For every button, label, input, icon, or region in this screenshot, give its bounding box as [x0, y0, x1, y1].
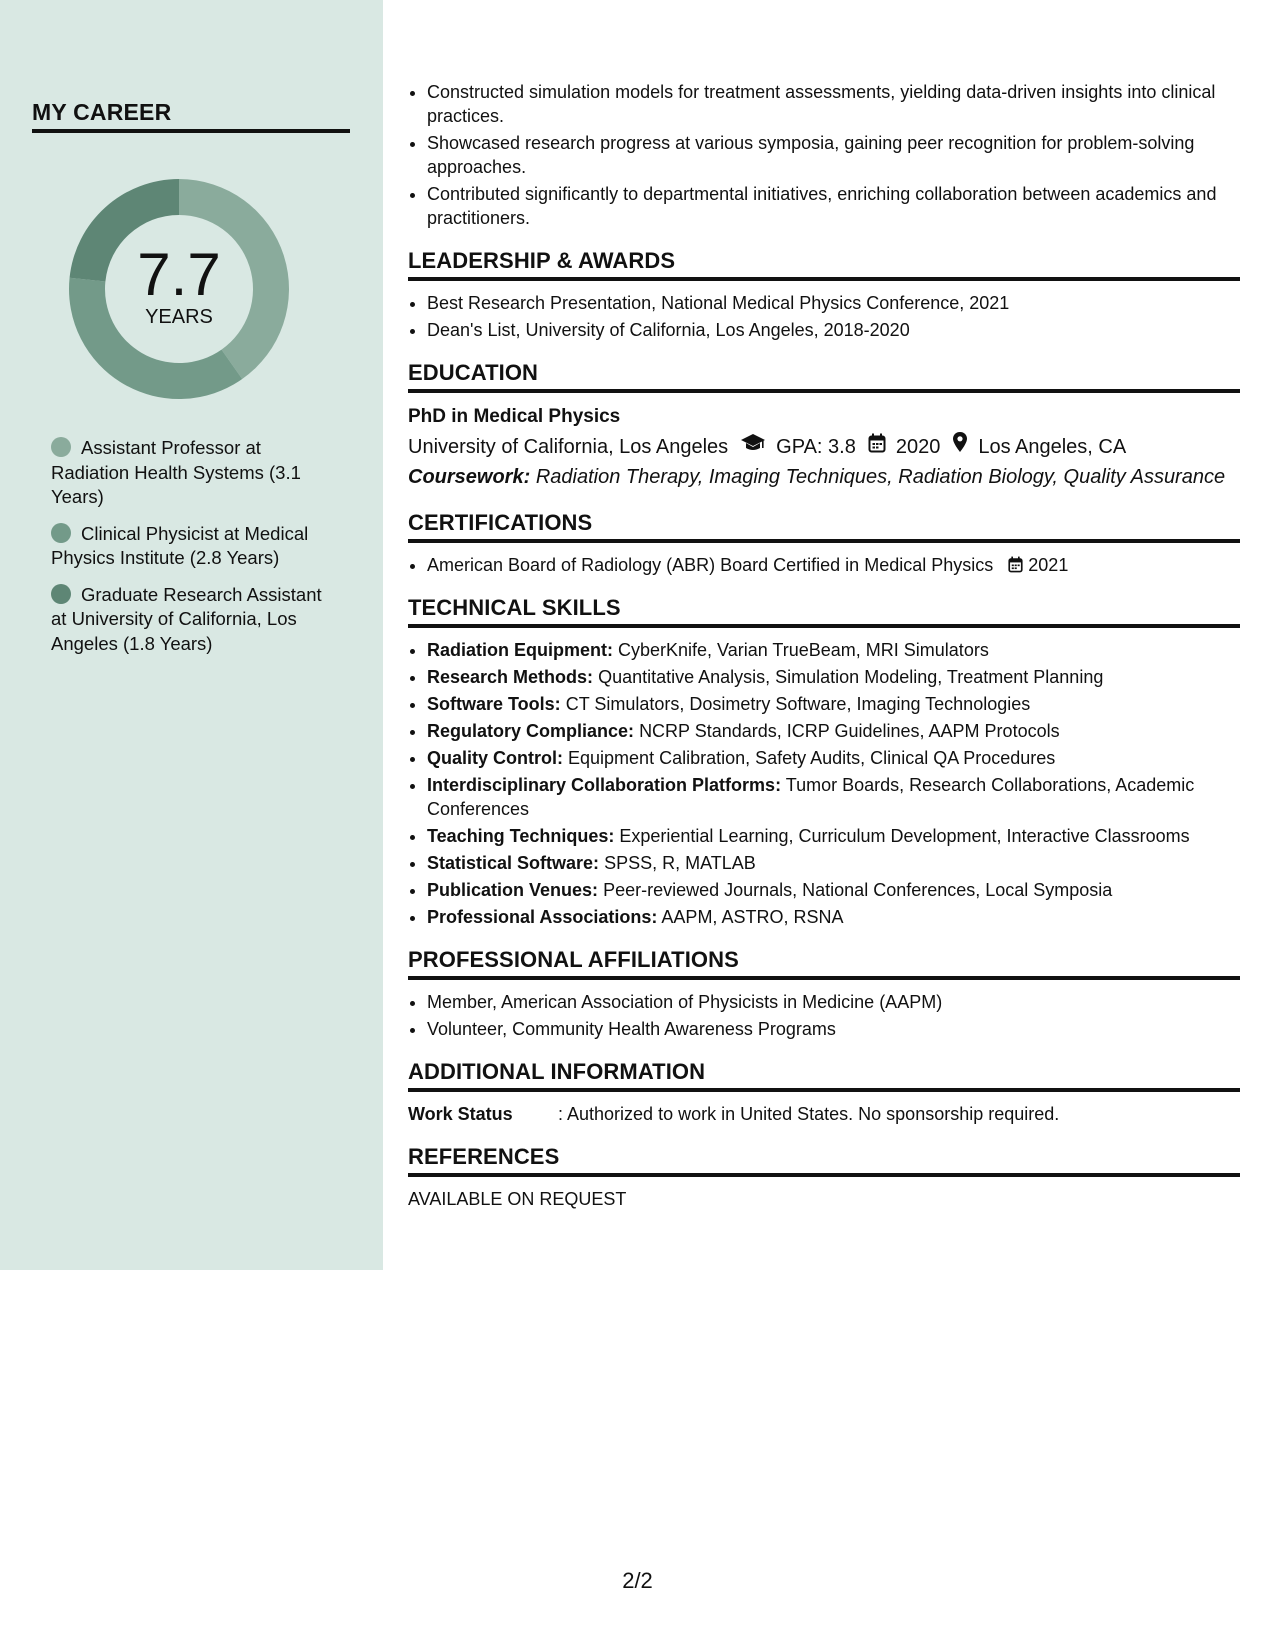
- gpa: GPA: 3.8: [776, 435, 856, 458]
- list-item: • Dean's List, University of California, Los Angeles, 2018-2020: [427, 318, 1240, 342]
- career-sidebar: [0, 0, 383, 1270]
- skill-value: SPSS, R, MATLAB: [604, 853, 756, 873]
- leadership-section: [408, 248, 1240, 342]
- school-name: University of California, Los Angeles: [408, 435, 729, 458]
- skill-label: Publication Venues:: [427, 880, 599, 900]
- career-legend: [51, 436, 341, 668]
- donut-center: [66, 176, 292, 402]
- location-pin-icon: [952, 431, 968, 462]
- skill-label: Statistical Software:: [427, 853, 600, 873]
- graduation-year: 2020: [895, 435, 941, 458]
- references-text: AVAILABLE ON REQUEST: [408, 1189, 627, 1209]
- school-location: Los Angeles, CA: [978, 435, 1127, 458]
- skill-label: Professional Associations:: [427, 907, 658, 927]
- work-status-value: : Authorized to work in United States. No sponsorship required.: [558, 1104, 1060, 1124]
- skill-item: [427, 692, 1240, 716]
- list-item: • Constructed simulation models for treatment assessments, yielding data-driven insights into clinical practices.: [427, 80, 1240, 128]
- skill-value: AAPM, ASTRO, RSNA: [661, 907, 844, 927]
- section-heading: ADDITIONAL INFORMATION: [408, 1059, 1240, 1092]
- page-number: 2/2: [622, 1568, 653, 1593]
- skill-item: [427, 665, 1240, 689]
- skill-label: Regulatory Compliance:: [427, 721, 635, 741]
- calendar-icon: [868, 432, 886, 462]
- skill-label: Research Methods:: [427, 667, 594, 687]
- section-heading: TECHNICAL SKILLS: [408, 595, 1240, 628]
- skill-label: Radiation Equipment:: [427, 640, 613, 660]
- legend-dot-icon: [51, 437, 71, 457]
- education-details: [408, 431, 1240, 462]
- career-donut-chart: [66, 176, 292, 402]
- section-heading: CERTIFICATIONS: [408, 510, 1240, 543]
- skill-value: Peer-reviewed Journals, National Conferences, Local Symposia: [603, 880, 1113, 900]
- skill-value: Equipment Calibration, Safety Audits, Clinical QA Procedures: [568, 748, 1056, 768]
- skill-value: Tumor Boards, Research Collaborations, Academic Conferences: [427, 775, 1195, 819]
- degree-title: PhD in Medical Physics: [408, 406, 621, 427]
- calendar-icon: [1008, 556, 1023, 573]
- skill-item: [427, 878, 1240, 902]
- skill-item: [427, 905, 1240, 929]
- skill-value: NCRP Standards, ICRP Guidelines, AAPM Protocols: [639, 721, 1060, 741]
- graduation-cap-icon: [740, 432, 766, 462]
- work-status-label: Work Status: [408, 1104, 513, 1124]
- list-item: • Showcased research progress at various symposia, gaining peer recognition for problem-solving approaches.: [427, 131, 1240, 179]
- coursework-list: Radiation Therapy, Imaging Techniques, Radiation Biology, Quality Assurance: [535, 466, 1226, 488]
- skill-item: [427, 746, 1240, 770]
- list-item: • Volunteer, Community Health Awareness Programs: [427, 1017, 1240, 1041]
- certification-item: [427, 553, 1240, 577]
- section-heading: LEADERSHIP & AWARDS: [408, 248, 1240, 281]
- affiliations-section: [408, 947, 1240, 1041]
- experience-bullets: [408, 80, 1240, 230]
- references-section: [408, 1144, 1240, 1211]
- skill-value: CyberKnife, Varian TrueBeam, MRI Simulators: [618, 640, 989, 660]
- skill-value: Experiential Learning, Curriculum Development, Interactive Classrooms: [619, 826, 1190, 846]
- education-section: [408, 360, 1240, 492]
- list-item: • Contributed significantly to departmental initiatives, enriching collaboration between academics and practitioners.: [427, 182, 1240, 230]
- legend-dot-icon: [51, 523, 71, 543]
- skill-item: [427, 719, 1240, 743]
- section-heading: EDUCATION: [408, 360, 1240, 393]
- list-item: • Best Research Presentation, National Medical Physics Conference, 2021: [427, 291, 1240, 315]
- certification-name: American Board of Radiology (ABR) Board Certified in Medical Physics: [427, 555, 994, 575]
- skill-item: [427, 773, 1240, 821]
- main-content: [408, 80, 1240, 1211]
- certification-date: [1008, 555, 1068, 575]
- career-role-label: Assistant Professor at Radiation Health Systems (3.1 Years): [51, 437, 301, 507]
- list-item: • Member, American Association of Physicists in Medicine (AAPM): [427, 990, 1240, 1014]
- career-role-label: Clinical Physicist at Medical Physics Institute (2.8 Years): [51, 522, 309, 568]
- coursework-line: [408, 462, 1240, 492]
- total-years-unit: YEARS: [145, 306, 213, 328]
- skill-label: Software Tools:: [427, 694, 561, 714]
- additional-info-section: [408, 1059, 1240, 1126]
- skill-label: Quality Control:: [427, 748, 563, 768]
- career-legend-item: [51, 522, 341, 571]
- certifications-section: [408, 510, 1240, 577]
- skill-label: Interdisciplinary Collaboration Platforms:: [427, 775, 782, 795]
- skill-value: Quantitative Analysis, Simulation Modeling, Treatment Planning: [598, 667, 1104, 687]
- skill-label: Teaching Techniques:: [427, 826, 615, 846]
- career-legend-item: [51, 583, 341, 657]
- skill-item: [427, 824, 1240, 848]
- skill-value: CT Simulators, Dosimetry Software, Imaging Technologies: [565, 694, 1031, 714]
- skill-item: [427, 851, 1240, 875]
- career-title: MY CAREER: [32, 99, 350, 133]
- certification-year: 2021: [1028, 555, 1069, 575]
- work-status-row: [408, 1102, 1240, 1126]
- career-role-label: Graduate Research Assistant at University of California, Los Angeles (1.8 Years): [51, 583, 322, 654]
- coursework-label: Coursework:: [408, 466, 531, 488]
- legend-dot-icon: [51, 584, 71, 604]
- career-legend-item: [51, 436, 341, 510]
- total-years-value: 7.7: [137, 241, 221, 308]
- skill-item: [427, 638, 1240, 662]
- section-heading: REFERENCES: [408, 1144, 1240, 1177]
- section-heading: PROFESSIONAL AFFILIATIONS: [408, 947, 1240, 980]
- skills-section: [408, 595, 1240, 929]
